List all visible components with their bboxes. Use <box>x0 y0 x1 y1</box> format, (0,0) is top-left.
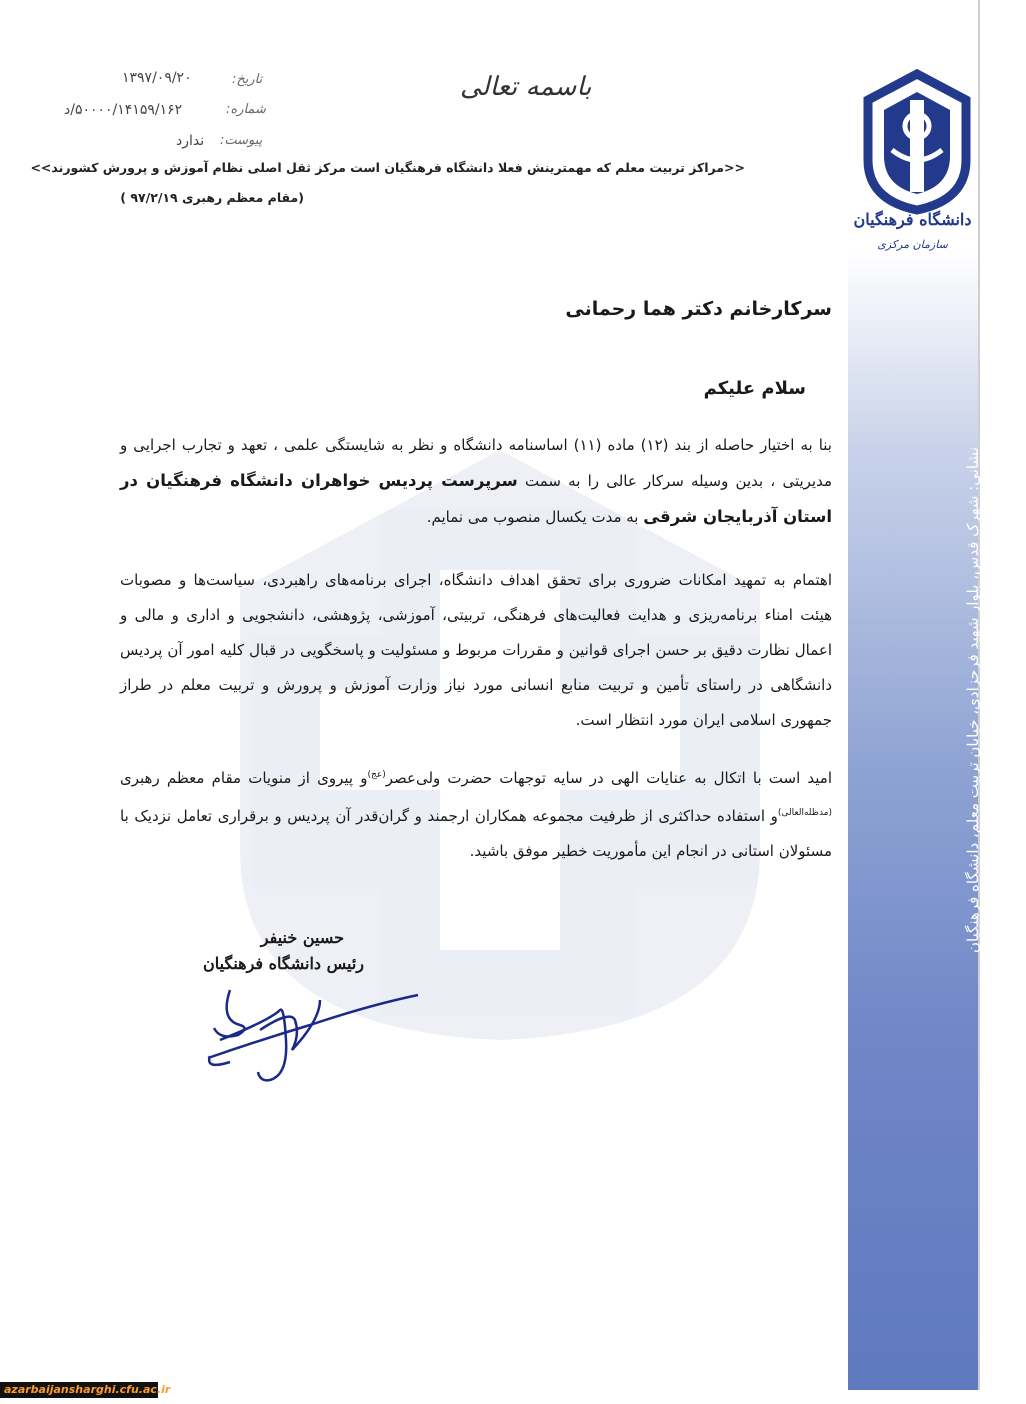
signatory-name: حسین خنیفر <box>260 928 344 947</box>
logo-title: دانشگاه فرهنگیان <box>853 210 972 229</box>
sidebar-website[interactable]: www.mpa.medu.ir <box>1004 613 1026 787</box>
handwritten-signature-icon <box>200 980 430 1100</box>
paragraph-appointment <box>120 428 832 535</box>
sidebar-contact <box>963 290 1026 1110</box>
university-logo-icon <box>862 70 972 220</box>
quote-source: (مقام معظم رهبری ۹۷/۲/۱۹ ) <box>120 190 304 205</box>
sidebar-address: نشانی: شهرک قدس، بلوار شهید فرحزادی، خیابان تربیت معلم، دانشگاه فرهنگیان <box>964 447 982 953</box>
p3-text-a: امید است با اتکال به عنایات الهی در سایه توجهات حضرت ولی‌عصر <box>385 769 833 787</box>
source-url[interactable]: azarbaijansharghi.cfu.ac.ir <box>4 1383 171 1396</box>
leader-quote: <<مراکز تربیت معلم که مهمترینش فعلا دانشگاه فرهنگیان است مرکز ثقل اصلی نظام آموزش و پرورش کشورند>> <box>30 160 745 175</box>
p3-text-c: و استفاده حداکثری از ظرفیت مجموعه همکاران ارجمند و گران‌قدر آن پردیس و برقراری تعامل نزدیک با مسئولان استانی در انجام این مأموریت خطیر موفق باشید. <box>120 807 832 860</box>
date-value: ۱۳۹۷/۰۹/۲۰ <box>122 70 192 86</box>
attachment-label: پیوست: <box>220 133 263 148</box>
logo-subtitle: سازمان مرکزی <box>877 238 948 251</box>
number-value: ۵۰۰۰۰/۱۴۱۵۹/۱۶۲/د <box>64 102 183 118</box>
number-label: شماره: <box>226 102 266 117</box>
p1-bold-position: سرپرست پردیس خواهران دانشگاه فرهنگیان در استان آذربایجان شرقی <box>120 471 832 526</box>
sidebar-phones: تلفن: ۸۷۷۵۱۲۰۰ - نمابر: ۸۸۶۹۸۸۶۴ - کد پستی: ۱۴۶۶۹۹۳۹۱۲ <box>985 509 1003 891</box>
p3-sup-1: (عج) <box>367 770 386 780</box>
addressee: سرکارخانم دکتر هما رحمانی <box>565 298 832 320</box>
invocation-heading: باسمه تعالی <box>460 72 592 102</box>
paragraph-duties <box>120 563 832 738</box>
signatory-title: رئیس دانشگاه فرهنگیان <box>203 954 364 973</box>
attachment-value: ندارد <box>176 133 205 149</box>
paragraph-wishes <box>120 758 832 869</box>
p3-sup-2: (مدظله‌العالی) <box>777 808 832 818</box>
p1-text-b: به مدت یکسال منصوب می نمایم. <box>426 508 644 526</box>
date-label: تاریخ: <box>232 72 263 87</box>
p1-text-a: بنا به اختیار حاصله از بند (۱۲) ماده (۱۱) اساسنامه دانشگاه و نظر به شایستگی علمی ، تعهد و تجارب اجرایی و مدیریتی ، بدین وسیله سرکار عالی را به سمت <box>120 436 833 490</box>
greeting: سلام علیکم <box>703 378 806 399</box>
p3-text-b: و پیروی از منویات مقام معظم رهبری <box>120 769 368 787</box>
p2-text: اهتمام به تمهید امکانات ضروری برای تحقق اهداف دانشگاه، اجرای برنامه‌های راهبردی، سیاست‌ها و مصوبات هیئت امناء برنامه‌ریزی و هدایت فعالیت‌های فرهنگی، تربیتی، آموزشی، پژوهشی، دانشجویی و اداری و مالی و اعمال نظارت دقیق بر حسن اجرای قوانین و مقررات مربوط و مسئولیت و پاسخگویی در قبال کلیه امور آن پردیس دانشگاهی در راستای تأمین و تربیت منابع انسانی مورد نیاز وزارت آموزش و پرورش و تربیت معلم در طراز جمهوری اسلامی ایران مورد انتظار است. <box>120 571 832 729</box>
